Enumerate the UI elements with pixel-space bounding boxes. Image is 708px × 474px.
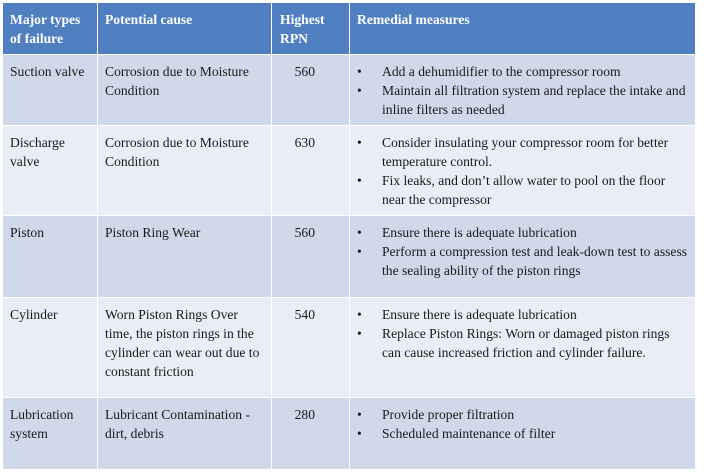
measure-item: • Ensure there is adequate lubrication [357, 223, 688, 242]
measure-item: • Perform a compression test and leak-down test to assess the sealing ability of the piston rings [357, 242, 688, 280]
measure-list [357, 305, 688, 362]
rpn-cell [272, 126, 350, 216]
measure-item: • Add a dehumidifier to the compressor room [357, 62, 688, 81]
rpn-cell [272, 298, 350, 398]
header-failure-type: Major types of failure [3, 3, 98, 55]
header-row [3, 3, 696, 55]
table-row [3, 216, 696, 298]
table-row [3, 55, 696, 126]
failure-type-cell: Lubrication system [3, 398, 98, 470]
rpn-cell [272, 55, 350, 126]
table-row [3, 298, 696, 398]
remedial-measures-cell [350, 298, 696, 398]
potential-cause-cell: Corrosion due to Moisture Condition [98, 126, 272, 216]
remedial-measures-cell [350, 216, 696, 298]
measure-list [357, 62, 688, 119]
potential-cause-cell: Lubricant Contamination - dirt, debris [98, 398, 272, 470]
measure-list [357, 133, 688, 209]
measure-item: • Replace Piston Rings: Worn or damaged piston rings can cause increased friction and cylinder failure. [357, 324, 688, 362]
potential-cause-cell: Piston Ring Wear [98, 216, 272, 298]
potential-cause-cell: Corrosion due to Moisture Condition [98, 55, 272, 126]
rpn-value: 630 [294, 135, 315, 150]
rpn-value: 280 [294, 407, 315, 422]
rpn-cell [272, 216, 350, 298]
failure-type-cell: Suction valve [3, 55, 98, 126]
measure-list [357, 223, 688, 280]
rpn-cell [272, 398, 350, 470]
table-row [3, 398, 696, 470]
remedial-measures-cell [350, 126, 696, 216]
failure-type-cell: Piston [3, 216, 98, 298]
measure-item: • Fix leaks, and don’t allow water to pool on the floor near the compressor [357, 171, 688, 209]
measure-list [357, 405, 688, 443]
header-remedial-measures: Remedial measures [350, 3, 696, 55]
remedial-measures-cell [350, 398, 696, 470]
potential-cause-cell: Worn Piston Rings Over time, the piston rings in the cylinder can wear out due to constant friction [98, 298, 272, 398]
measure-item: • Provide proper filtration [357, 405, 688, 424]
measure-item: • Consider insulating your compressor room for better temperature control. [357, 133, 688, 171]
rpn-value: 560 [294, 225, 315, 240]
failure-table [2, 2, 696, 470]
rpn-value: 540 [294, 307, 315, 322]
remedial-measures-cell [350, 55, 696, 126]
failure-type-cell: Discharge valve [3, 126, 98, 216]
table-row [3, 126, 696, 216]
measure-item: • Maintain all filtration system and replace the intake and inline filters as needed [357, 81, 688, 119]
failure-type-cell: Cylinder [3, 298, 98, 398]
header-potential-cause: Potential cause [98, 3, 272, 55]
header-highest-rpn: Highest RPN [272, 3, 350, 55]
measure-item: • Scheduled maintenance of filter [357, 424, 688, 443]
measure-item: • Ensure there is adequate lubrication [357, 305, 688, 324]
rpn-value: 560 [294, 64, 315, 79]
